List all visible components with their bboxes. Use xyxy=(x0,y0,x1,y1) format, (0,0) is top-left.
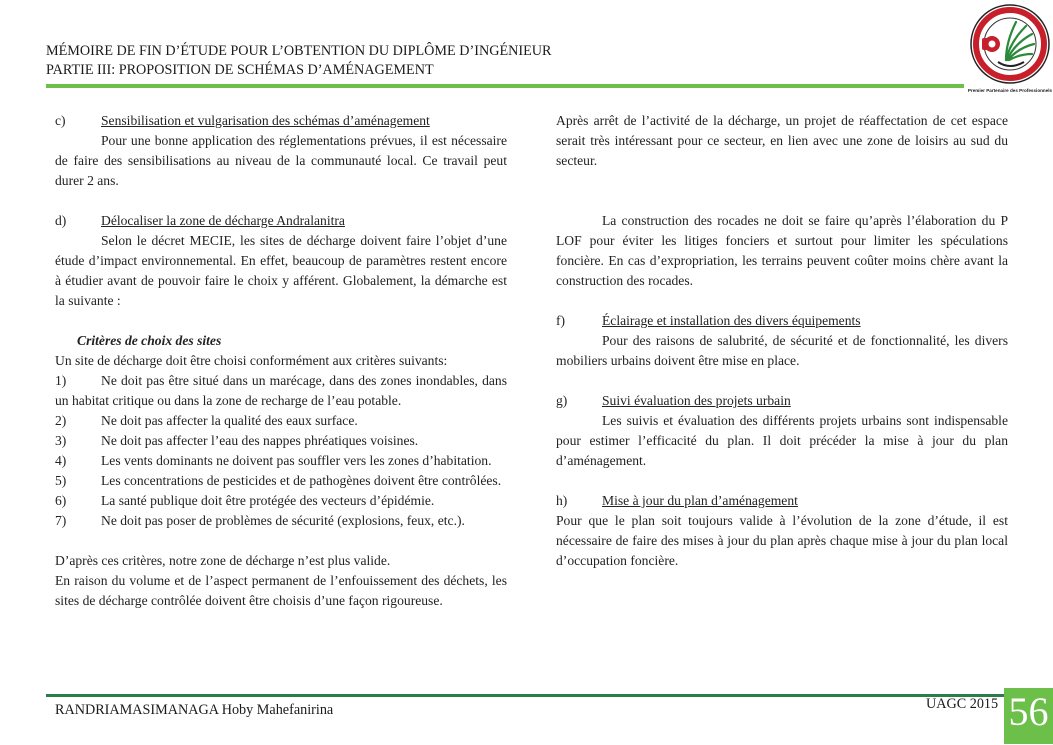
criteria-number: 4) xyxy=(55,453,67,468)
section-g-title: Suivi évaluation des projets urbain xyxy=(602,393,791,408)
criteria-text: Ne doit pas affecter la qualité des eaux surface. xyxy=(101,413,358,428)
section-c-title: Sensibilisation et vulgarisation des schémas d’aménagement xyxy=(101,113,430,128)
section-c-label: c) xyxy=(55,113,66,128)
ring-roads-paragraph: La construction des rocades ne doit se faire qu’après l’élaboration du P LOF pour éviter les litiges fonciers et surtout pour limiter les spéculations foncière. En cas d’expropriation, les terrains peuvent coûter moins chère avant la construction des rocades. xyxy=(556,213,1008,288)
criteria-text: Ne doit pas poser de problèmes de sécurité (explosions, feux, etc.). xyxy=(101,513,465,528)
section-f-heading xyxy=(556,311,1008,331)
section-d-body: Selon le décret MECIE, les sites de décharge doivent faire l’objet d’une étude d’impact environnemental. En effet, beaucoup de paramètres restent encore à étudier avant de pouvoir faire le choix y afférent. Globalement, la démarche est la suivante : xyxy=(55,233,507,308)
section-f-label: f) xyxy=(556,313,566,328)
criteria-item xyxy=(55,411,507,431)
criteria-item xyxy=(55,511,507,531)
criteria-number: 1) xyxy=(55,373,67,388)
header-rule xyxy=(46,84,964,88)
section-f-title: Éclairage et installation des divers équipements xyxy=(602,313,861,328)
criteria-text: La santé publique doit être protégée des vecteurs d’épidémie. xyxy=(101,493,435,508)
criteria-item xyxy=(55,471,507,491)
logo-caption: Premier Partenaire des Professionnels xyxy=(967,88,1053,93)
criteria-item xyxy=(55,491,507,511)
page-header xyxy=(46,42,551,80)
criteria-text: Ne doit pas affecter l’eau des nappes phréatiques voisines. xyxy=(101,433,419,448)
logo-emblem-icon xyxy=(966,2,1053,96)
section-h-heading xyxy=(556,491,1008,511)
section-c-heading xyxy=(55,111,507,131)
section-h-title: Mise à jour du plan d’aménagement xyxy=(602,493,798,508)
criteria-number: 7) xyxy=(55,513,67,528)
criteria-intro: Un site de décharge doit être choisi conformément aux critères suivants: xyxy=(55,353,448,368)
right-column xyxy=(556,111,1008,571)
criteria-text: Les vents dominants ne doivent pas souffler vers les zones d’habitation. xyxy=(101,453,492,468)
criteria-text: Ne doit pas être situé dans un marécage, dans des zones inondables, dans un habitat critique ou dans la zone de recharge de l’eau potable. xyxy=(55,373,507,408)
section-d-label: d) xyxy=(55,213,67,228)
header-line-1: MÉMOIRE DE FIN D’ÉTUDE POUR L’OBTENTION DU DIPLÔME D’INGÉNIEUR xyxy=(46,43,552,59)
conclusion-paragraph: En raison du volume et de l’aspect permanent de l’enfouissement des déchets, les sites de décharge contrôlée doivent être choisis d’une façon rigoureuse. xyxy=(55,573,507,608)
criteria-number: 3) xyxy=(55,433,67,448)
footer-org-year: UAGC 2015 xyxy=(926,696,999,712)
criteria-number: 6) xyxy=(55,493,67,508)
footer-rule xyxy=(46,694,1004,697)
school-logo xyxy=(966,2,1053,96)
page-number: 56 xyxy=(1004,688,1053,744)
criteria-text: Les concentrations de pesticides et de pathogènes doivent être contrôlées. xyxy=(101,473,502,488)
section-h-label: h) xyxy=(556,493,568,508)
footer-author: RANDRIAMASIMANAGA Hoby Mahefanirina xyxy=(55,702,334,718)
section-g-label: g) xyxy=(556,393,568,408)
section-h-body: Pour que le plan soit toujours valide à l’évolution de la zone d’étude, il est nécessaire de faire des mises à jour du plan après chaque mise à jour du plan local d’occupation foncière. xyxy=(556,513,1008,568)
section-d-heading xyxy=(55,211,507,231)
header-line-2: PARTIE III: PROPOSITION DE SCHÉMAS D’AMÉNAGEMENT xyxy=(46,62,434,78)
section-c-body: Pour une bonne application des réglementations prévues, il est nécessaire de faire des sensibilisations au niveau de la communauté local. Ce travail peut durer 2 ans. xyxy=(55,133,507,188)
reassignment-paragraph: Après arrêt de l’activité de la décharge, un projet de réaffectation de cet espace serait très intéressant pour ce secteur, en lien avec une zone de loisirs au sud du secteur. xyxy=(556,113,1008,168)
criteria-item xyxy=(55,431,507,451)
criteria-item xyxy=(55,451,507,471)
conclusion-line: D’après ces critères, notre zone de décharge n’est plus valide. xyxy=(55,553,391,568)
section-g-heading xyxy=(556,391,1008,411)
criteria-heading: Critères de choix des sites xyxy=(77,333,222,348)
section-d-title: Délocaliser la zone de décharge Andralanitra xyxy=(101,213,345,228)
left-column xyxy=(55,111,507,611)
section-g-body: Les suivis et évaluation des différents projets urbains sont indispensable pour estimer l’efficacité du plan. Il doit précéder la mise à jour du plan d’aménagement. xyxy=(556,413,1008,468)
criteria-number: 5) xyxy=(55,473,67,488)
criteria-item xyxy=(55,371,507,411)
section-f-body: Pour des raisons de salubrité, de sécurité et de fonctionnalité, les divers mobiliers urbains doivent être mise en place. xyxy=(556,333,1008,368)
criteria-number: 2) xyxy=(55,413,67,428)
